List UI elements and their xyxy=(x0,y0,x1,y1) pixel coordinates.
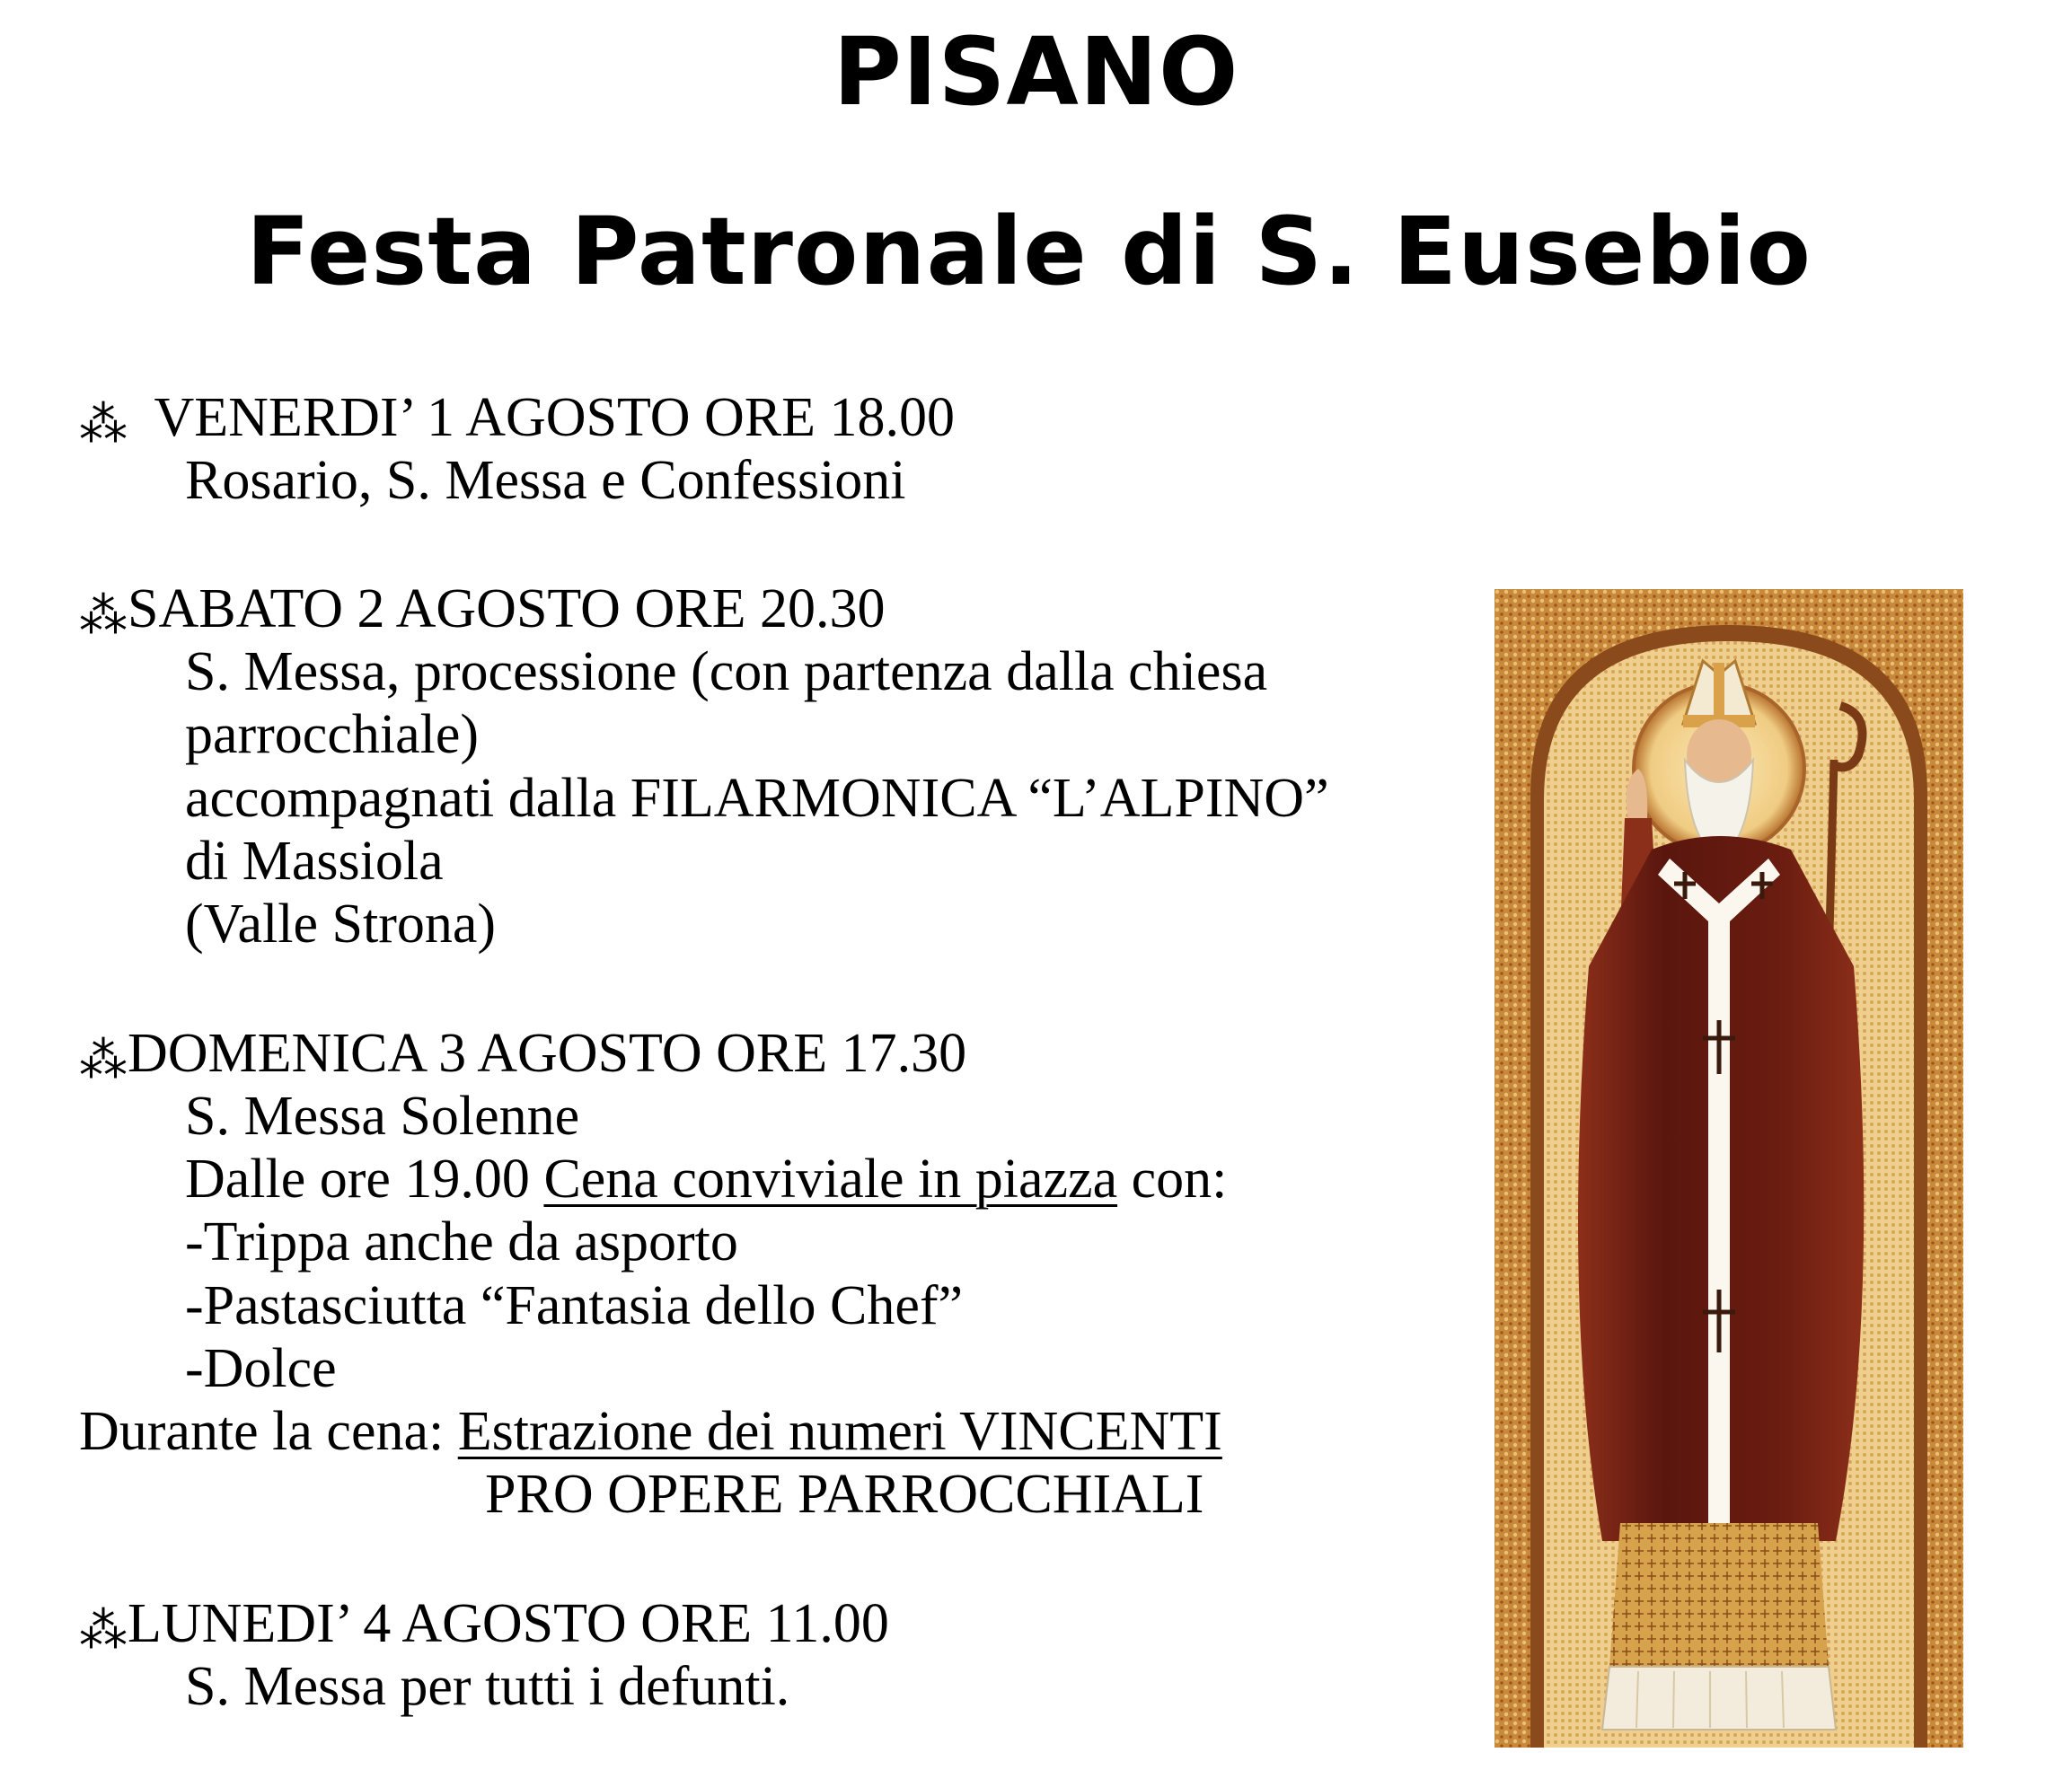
bullet-icon: ⁂ xyxy=(79,587,128,644)
festival-title: Festa Patronale di S. Eusebio xyxy=(245,197,1812,306)
dinner-line xyxy=(185,1148,1227,1211)
event-sunday-heading xyxy=(79,1022,966,1092)
bullet-icon: ⁂ xyxy=(79,1602,128,1659)
lottery-subtitle: PRO OPERE PARROCCHIALI xyxy=(485,1464,1204,1525)
event-monday-heading xyxy=(79,1592,889,1662)
event-detail: (Valle Strona) xyxy=(185,894,497,955)
event-date: LUNEDI’ 4 AGOSTO ORE 11.00 xyxy=(128,1593,889,1654)
event-detail: di Massiola xyxy=(185,831,444,892)
town-title: PISANO xyxy=(833,17,1239,127)
event-detail: parrocchiale) xyxy=(185,704,479,765)
event-detail: S. Messa, processione (con partenza dalla chiesa xyxy=(185,641,1268,702)
event-saturday-heading xyxy=(79,577,885,647)
event-date: DOMENICA 3 AGOSTO ORE 17.30 xyxy=(128,1023,967,1084)
event-detail: accompagnati dalla FILARMONICA “L’ALPINO” xyxy=(185,768,1329,829)
dinner-suffix: con: xyxy=(1131,1149,1228,1210)
during-label: Durante la cena: xyxy=(79,1401,445,1462)
menu-item: -Dolce xyxy=(185,1338,337,1399)
event-friday-heading xyxy=(79,386,955,456)
dinner-time: Dalle ore 19.00 xyxy=(185,1149,530,1210)
dinner-title: Cena conviviale in piazza xyxy=(543,1149,1118,1210)
bullet-icon: ⁂ xyxy=(79,396,128,453)
menu-item: -Trippa anche da asporto xyxy=(185,1211,738,1273)
lottery-title: Estrazione dei numeri VINCENTI xyxy=(457,1401,1222,1462)
saint-eusebius-image xyxy=(1494,589,1963,1748)
event-detail: S. Messa per tutti i defunti. xyxy=(185,1656,790,1717)
event-detail: S. Messa Solenne xyxy=(185,1086,580,1147)
event-detail: Rosario, S. Messa e Confessioni xyxy=(185,450,906,511)
event-date: SABATO 2 AGOSTO ORE 20.30 xyxy=(128,578,886,639)
menu-item: -Pastasciutta “Fantasia dello Chef” xyxy=(185,1275,964,1336)
event-date: VENERDI’ 1 AGOSTO ORE 18.00 xyxy=(154,387,956,448)
bullet-icon: ⁂ xyxy=(79,1032,128,1088)
during-dinner-line xyxy=(79,1400,1222,1463)
